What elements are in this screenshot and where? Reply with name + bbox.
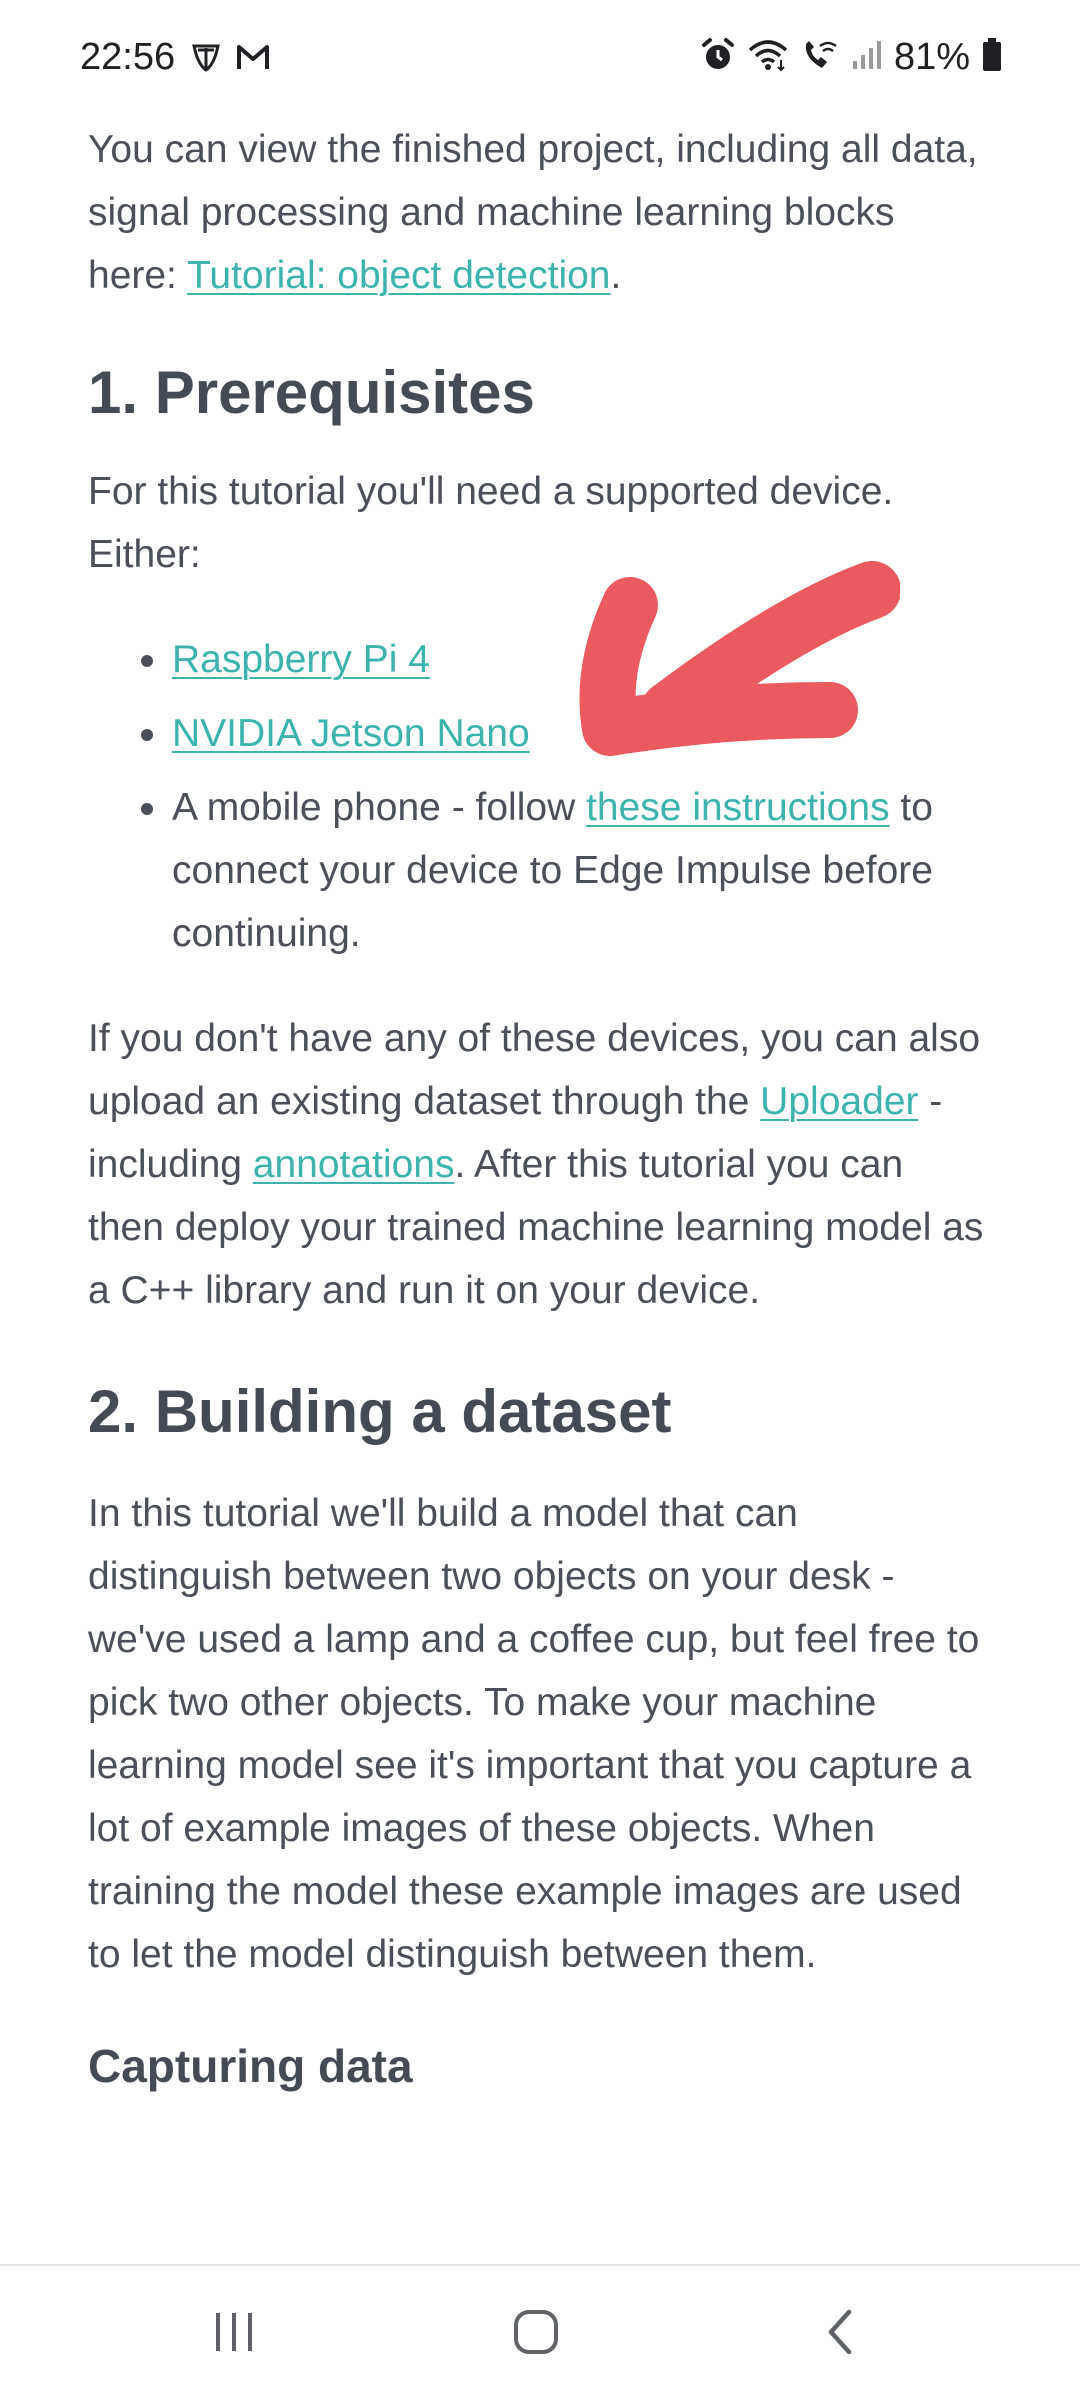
section-heading-capturing-data: Capturing data <box>88 2040 413 2092</box>
back-button[interactable] <box>800 2296 880 2372</box>
no-device-paragraph <box>88 1007 988 1322</box>
annotations-link[interactable]: annotations <box>252 1143 455 1186</box>
prerequisites-lead: For this tutorial you'll need a supported device. Either: <box>88 470 894 576</box>
red-arrow-annotation <box>560 560 900 770</box>
intro-paragraph <box>88 118 988 307</box>
nvidia-jetson-nano-link[interactable]: NVIDIA Jetson Nano <box>172 712 530 755</box>
navigation-bar <box>0 2264 1080 2400</box>
mobile-phone-text: A mobile phone - follow <box>172 786 587 829</box>
these-instructions-link[interactable]: these instructions <box>586 786 890 829</box>
building-dataset-paragraph: In this tutorial we'll build a model that can distinguish between two objects on your desk - we've used a lamp and a coffee cup, but feel free to pick two other objects. To make your machine learning model see it's important that you capture a lot of example images of these objects. When training the model these example images are used to let the model distinguish between them. <box>88 1492 980 1976</box>
status-bar <box>0 0 1080 124</box>
back-icon <box>825 2309 855 2360</box>
status-time: 22:56 <box>80 36 176 78</box>
intro-trailing-text: . <box>610 254 622 297</box>
signal-icon <box>852 39 882 76</box>
uploader-link[interactable]: Uploader <box>760 1080 919 1123</box>
list-item <box>172 776 988 965</box>
recent-apps-button[interactable] <box>194 2296 274 2372</box>
status-right <box>700 36 1002 79</box>
shield-notification-icon <box>190 42 222 77</box>
alarm-icon <box>700 37 736 78</box>
wifi-calling-icon <box>800 38 840 77</box>
no-device-text-2: - including <box>88 1080 943 1186</box>
intro-text: You can view the finished project, including all data, signal processing and machine learning blocks here: <box>88 128 978 297</box>
battery-icon <box>982 38 1002 77</box>
wifi-icon <box>748 38 788 77</box>
status-left-icons <box>190 42 270 77</box>
raspberry-pi-4-link[interactable]: Raspberry Pi 4 <box>172 638 430 681</box>
home-icon <box>512 2308 560 2361</box>
section-heading-building-dataset: 2. Building a dataset <box>88 1378 672 1445</box>
gmail-icon <box>236 43 270 76</box>
section-heading-prerequisites: 1. Prerequisites <box>88 359 535 426</box>
mobile-phone-trailing-text: to connect your device to Edge Impulse before continuing. <box>172 786 933 955</box>
no-device-text: If you don't have any of these devices, you can also upload an existing dataset through the <box>88 1017 981 1123</box>
no-device-text-3: . After this tutorial you can then deploy your trained machine learning model as a C++ library and run it on your device. <box>88 1143 984 1312</box>
home-button[interactable] <box>496 2296 576 2372</box>
battery-percent: 81% <box>893 36 970 78</box>
recent-apps-icon <box>212 2311 256 2358</box>
tutorial-object-detection-link[interactable]: Tutorial: object detection <box>187 254 611 297</box>
article-content <box>88 118 988 2094</box>
